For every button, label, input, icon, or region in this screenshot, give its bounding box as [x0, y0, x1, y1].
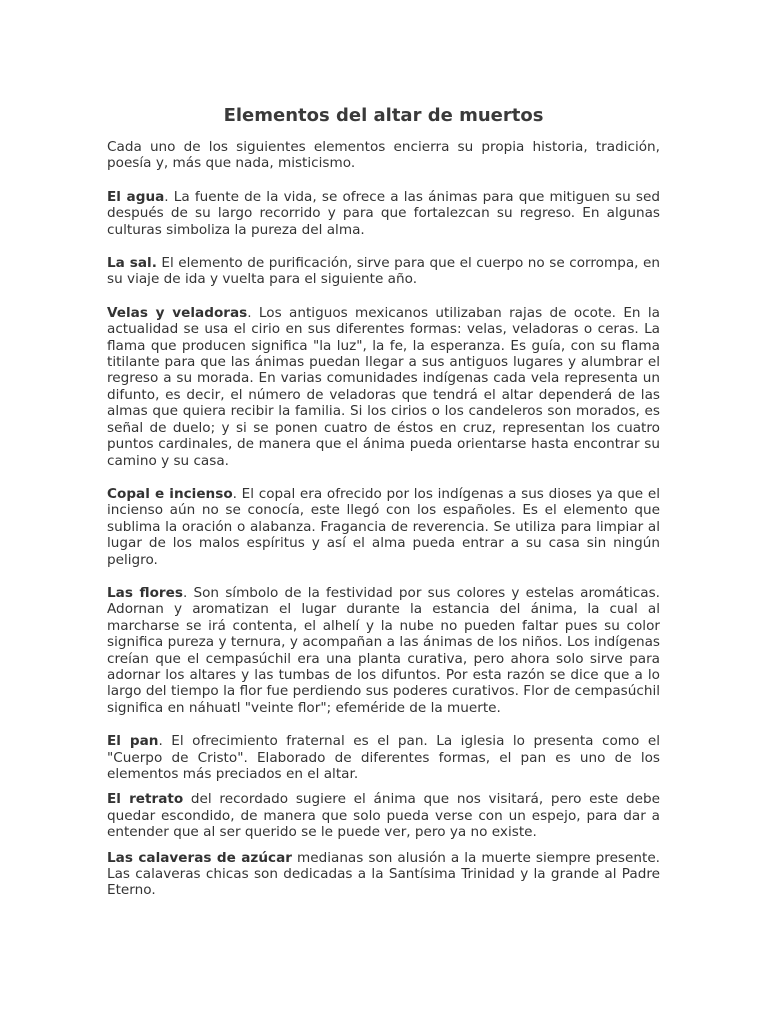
- section-retrato: [107, 791, 660, 840]
- section-text: . Son símbolo de la festividad por sus colores y estelas aromáticas. Adornan y aromatizan el lugar durante la estancia del ánima, la cual al marcharse se irá contenta, el alhelí y la nube no pueden faltar pues su color significa pureza y ternura, y acompañan a las ánimas de los niños. Los indígenas creían que el cempasúchil era una planta curativa, pero ahora solo sirve para adornar los altares y las tumbas de los difuntos. Por esta razón se dice que a lo largo del tiempo la flor fue perdiendo sus poderes curativos. Flor de cempasúchil significa en náhuatl "veinte flor"; efeméride de la muerte.: [107, 584, 660, 716]
- section-flores: [107, 585, 660, 716]
- document-title: Elementos del altar de muertos: [223, 105, 544, 126]
- section-heading: Las calaveras de azúcar: [107, 849, 292, 866]
- section-text: medianas son alusión a la muerte siempre presente. Las calaveras chicas son dedicadas a la Santísima Trinidad y la grande al Padre Eterno.: [107, 849, 661, 899]
- section-calaveras: [107, 850, 660, 899]
- section-heading: Copal e incienso: [107, 485, 233, 502]
- section-velas: [107, 305, 660, 469]
- section-text: . El ofrecimiento fraternal es el pan. La iglesia lo presenta como el "Cuerpo de Cristo". Elaborado de diferentes formas, el pan es uno de los elementos más preciados en el altar.: [107, 733, 660, 782]
- section-heading: El retrato: [107, 791, 184, 808]
- section-text: . Los antiguos mexicanos utilizaban rajas de ocote. En la actualidad se usa el cirio en sus diferentes formas: velas, veladoras o ceras. La flama que producen significa "la luz", la fe, la esperanza. Es guía, con su flama titilante para que las ánimas puedan llegar a sus antiguos lugares y alumbrar el regreso a su morada. En varias comunidades indígenas cada vela representa un difunto, es decir, el número de veladoras que tendrá el altar dependerá de las almas que quiera recibir la familia. Si los cirios o los candeleros son morados, es señal de duelo; y si se ponen cuatro de éstos en cruz, representan los cuatro puntos cardinales, de manera que el ánima pueda orientarse hasta encontrar su camino y su casa.: [107, 304, 661, 469]
- section-heading: La sal.: [107, 255, 157, 272]
- document-page: [107, 103, 660, 916]
- section-pan: [107, 733, 660, 782]
- section-copal: [107, 486, 660, 568]
- section-heading: Velas y veladoras: [107, 304, 248, 321]
- section-text: . La fuente de la vida, se ofrece a las ánimas para que mitiguen su sed después de su largo recorrido y para que fortalezcan su regreso. En algunas culturas simboliza la pureza del alma.: [107, 188, 661, 238]
- intro-paragraph: Cada uno de los siguientes elementos encierra su propia historia, tradición, poesía y, más que nada, misticismo.: [107, 139, 660, 172]
- section-heading: Las flores: [107, 584, 183, 601]
- section-heading: El agua: [107, 188, 165, 205]
- section-text: del recordado sugiere el ánima que nos visitará, pero este debe quedar escondido, de manera que solo pueda verse con un espejo, para dar a entender que al ser querido se le puede ver, pero ya no existe.: [107, 791, 660, 841]
- section-text: El elemento de purificación, sirve para que el cuerpo no se corrompa, en su viaje de ida y vuelta para el siguiente año.: [107, 255, 661, 288]
- section-agua: [107, 189, 660, 238]
- section-text: . El copal era ofrecido por los indígenas a sus dioses ya que el incienso aún no se conocía, este llegó con los españoles. Es el elemento que sublima la oración o alabanza. Fragancia de reverencia. Se utiliza para limpiar al lugar de los malos espíritus y así el alma pueda entrar a su casa sin ningún peligro.: [107, 485, 660, 568]
- section-heading: El pan: [107, 733, 159, 750]
- section-sal: [107, 255, 660, 288]
